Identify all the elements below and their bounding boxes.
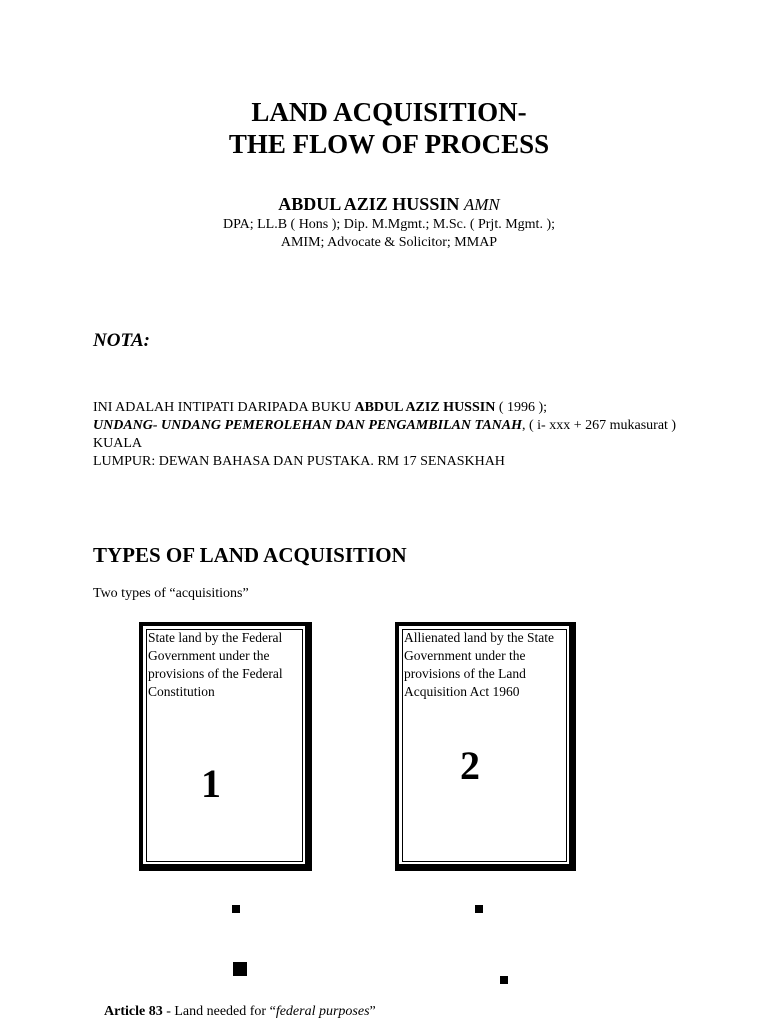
nota-label: NOTA: [93, 330, 150, 351]
box-1-number: 1 [201, 761, 221, 806]
nota-book-title: UNDANG- UNDANG PEMEROLEHAN DAN PENGAMBILAN TANAH [93, 418, 522, 433]
nota-line-2 [93, 417, 693, 453]
bullet-large-left-lower [233, 962, 247, 976]
article-dash: - Land needed for “ [162, 1004, 276, 1019]
box-1-text: State land by the Federal Government under the provisions of the Federal Constitution [148, 630, 283, 699]
nota-line-1 [93, 399, 693, 417]
acquisition-type-box-2 [395, 622, 576, 871]
box-2-number: 2 [460, 743, 480, 788]
types-subtext: Two types of “acquisitions” [93, 586, 249, 601]
bullet-small-right-lower [500, 976, 508, 984]
title-line-1: LAND ACQUISITION- [251, 97, 527, 127]
article-ref: Article 83 [104, 1004, 163, 1019]
nota-intro: INI ADALAH INTIPATI DARIPADA BUKU [93, 400, 355, 415]
article-83-line [104, 1004, 376, 1020]
nota-pages: , ( i- xxx + 267 mukasurat ) KUALA [93, 418, 677, 451]
author-line [0, 192, 768, 217]
nota-year: ( 1996 ); [495, 400, 548, 415]
types-heading: TYPES OF LAND ACQUISITION [93, 543, 407, 567]
acquisition-type-box-1 [139, 622, 312, 871]
bullet-small-right-upper [475, 905, 483, 913]
article-end: ” [369, 1004, 376, 1019]
nota-book-author: ABDUL AZIZ HUSSIN [354, 400, 496, 415]
bullet-small-left-upper [232, 905, 240, 913]
credentials-line-2: AMIM; Advocate & Solicitor; MMAP [280, 235, 498, 250]
article-purpose: federal purposes [275, 1004, 370, 1019]
nota-paragraph [93, 399, 693, 471]
title-line-2: THE FLOW OF PROCESS [228, 129, 550, 159]
box-2-text: Allienated land by the State Government under the provisions of the Land Acquisition Act 1960 [404, 630, 554, 699]
author-suffix: AMN [463, 195, 500, 214]
author-name: ABDUL AZIZ HUSSIN [278, 194, 460, 214]
credentials-line-1: DPA; LL.B ( Hons ); Dip. M.Mgmt.; M.Sc. ( Prjt. Mgmt. ); [222, 217, 555, 232]
nota-publisher: LUMPUR: DEWAN BAHASA DAN PUSTAKA. RM 17 SENASKHAH [93, 454, 505, 469]
